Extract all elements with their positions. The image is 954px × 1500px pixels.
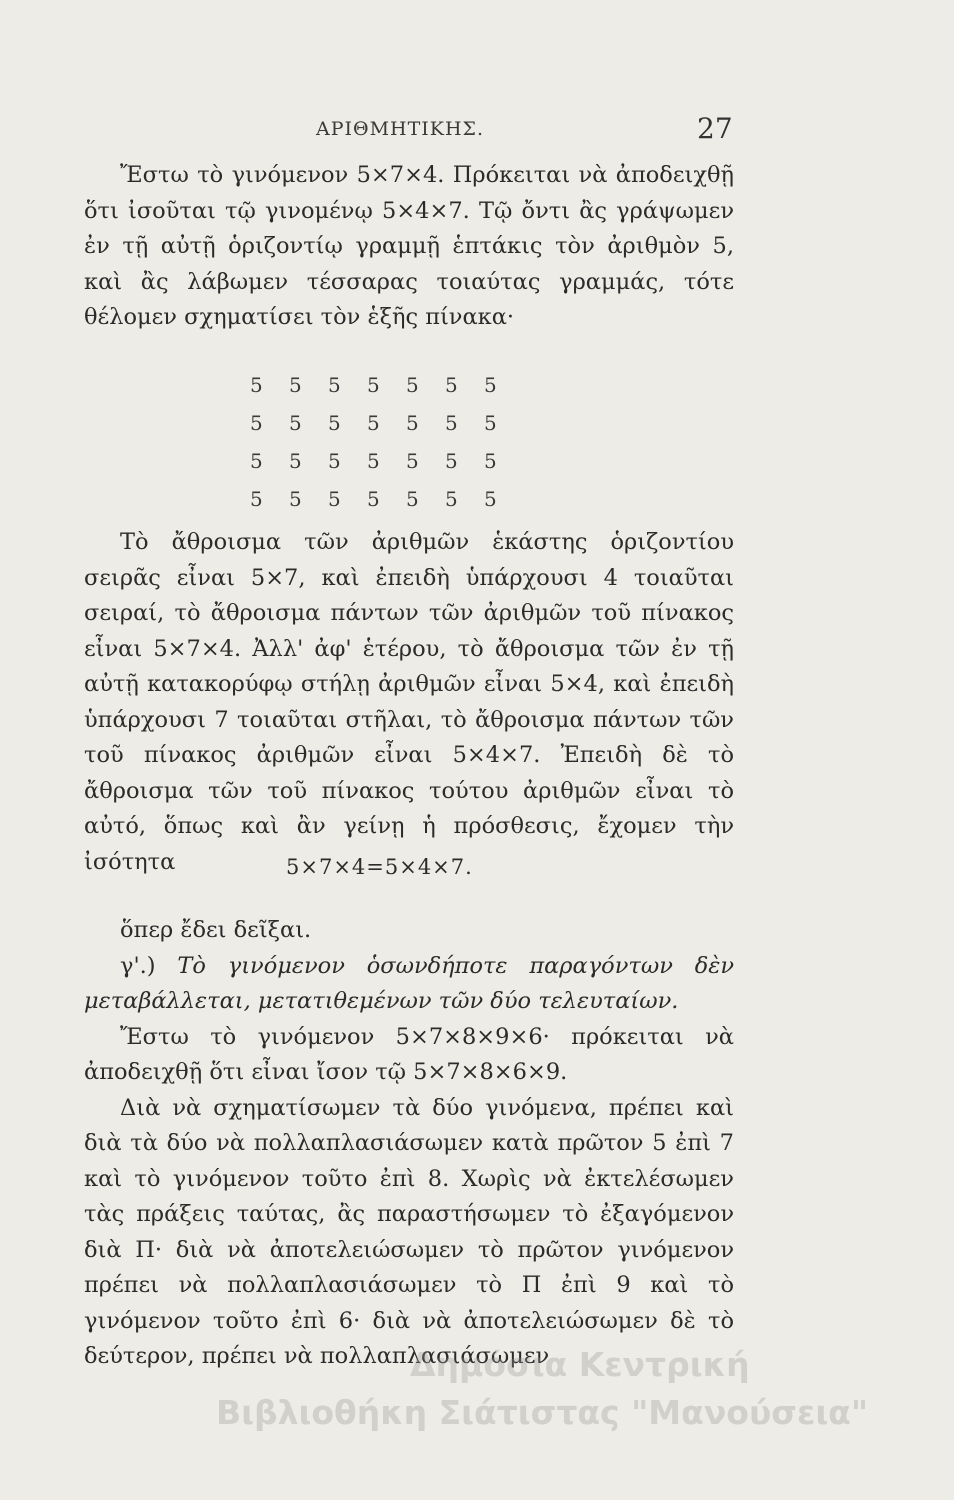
library-watermark-line1: Δημόσια Κεντρική (410, 1345, 750, 1384)
table-cell: 5 (445, 487, 458, 511)
table-cell: 5 (445, 373, 458, 397)
table-cell: 5 (250, 487, 263, 511)
table-cell: 5 (406, 373, 419, 397)
table-cell: 5 (367, 411, 380, 435)
fives-table-body (250, 366, 523, 518)
table-cell: 5 (445, 449, 458, 473)
table-cell: 5 (406, 411, 419, 435)
table-cell: 5 (445, 411, 458, 435)
paragraph-proof (84, 525, 734, 880)
paragraph-proof-text: Τὸ ἄθροισμα τῶν ἀριθμῶν ἑκάστης ὁριζοντίου σειρᾶς εἶναι 5×7, καὶ ἐπειδὴ ὑπάρχουσι 4 τοιαῦται σειραί, τὸ ἄθροισμα πάντων τῶν ἀριθμῶν τοῦ πίνακος εἶναι 5×7×4. Ἀλλ' ἀφ' ἑτέρου, τὸ ἄθροισμα τῶν ἐν τῇ αὐτῇ κατακορύφῳ στήλῃ ἀριθμῶν εἶναι 5×4, καὶ ἐπειδὴ ὑπάρχουσι 7 τοιαῦται στῆλαι, τὸ ἄθροισμα πάντων τῶν τοῦ πίνακος ἀριθμῶν εἶναι 5×4×7. Ἐπειδὴ δὲ τὸ ἄθροισμα τῶν τοῦ πίνακος τούτου ἀριθμῶν εἶναι τὸ αὐτό, ὅπως καὶ ἂν γείνῃ ἡ πρόσθεσις, ἔχομεν τὴν ἰσότητα (84, 529, 734, 875)
table-cell: 5 (484, 449, 497, 473)
table-cell: 5 (289, 373, 302, 397)
table-cell: 5 (289, 487, 302, 511)
paragraph-intro-text: Ἔστω τὸ γινόμενον 5×7×4. Πρόκειται νὰ ἀποδειχθῇ ὅτι ἰσοῦται τῷ γινομένῳ 5×4×7. Τῷ ὄντι ἂς γράψωμεν ἐν τῇ αὐτῇ ὁριζοντίῳ γραμμῇ ἑπτάκις τὸν ἀριθμὸν 5, καὶ ἂς λάβωμεν τέσσαρας τοιαύτας γραμμάς, τότε θέλομεν σχηματίσει τὸν ἑξῆς πίνακα· (84, 162, 734, 330)
table-row (250, 442, 523, 480)
table-cell: 5 (484, 373, 497, 397)
table-cell: 5 (328, 373, 341, 397)
rule-text: Τὸ γινόμενον ὁσωνδήποτε παραγόντων δὲν μεταβάλλεται, μετατιθεμένων τῶν δύο τελευταίων. (84, 952, 734, 1014)
table-cell: 5 (367, 487, 380, 511)
table-cell: 5 (250, 411, 263, 435)
table-cell: 5 (484, 487, 497, 511)
equation: 5×7×4=5×4×7. (286, 855, 473, 879)
table-cell: 5 (406, 449, 419, 473)
table-cell: 5 (250, 373, 263, 397)
table-cell: 5 (484, 411, 497, 435)
table-cell: 5 (328, 411, 341, 435)
table-row (250, 480, 523, 518)
table-cell: 5 (289, 411, 302, 435)
table-cell: 5 (406, 487, 419, 511)
table-row (250, 366, 523, 404)
paragraph-rest (84, 913, 734, 1375)
library-watermark-line2: Βιβλιοθήκη Σιάτιστας "Μανούσεια" (216, 1393, 869, 1432)
table-cell: 5 (289, 449, 302, 473)
table-row (250, 404, 523, 442)
rule-statement (84, 949, 734, 1020)
table-cell: 5 (328, 487, 341, 511)
table-cell: 5 (328, 449, 341, 473)
table-cell: 5 (250, 449, 263, 473)
table-cell: 5 (367, 449, 380, 473)
table-cell: 5 (367, 373, 380, 397)
page-number: 27 (697, 112, 733, 145)
fives-table (250, 366, 523, 518)
paragraph-example: Ἔστω τὸ γινόμενον 5×7×8×9×6· πρόκειται νὰ ἀποδειχθῇ ὅτι εἶναι ἴσον τῷ 5×7×8×6×9. (84, 1023, 734, 1085)
paragraph-method: Διὰ νὰ σχηματίσωμεν τὰ δύο γινόμενα, πρέπει καὶ διὰ τὰ δύο νὰ πολλαπλασιάσωμεν κατὰ πρῶτον 5 ἐπὶ 7 καὶ τὸ γινόμενον τοῦτο ἐπὶ 8. Χωρὶς νὰ ἐκτελέσωμεν τὰς πράξεις ταύτας, ἂς παραστήσωμεν τὸ ἐξαγόμενον διὰ Π· διὰ νὰ ἀποτελειώσωμεν τὸ πρῶτον γινόμενον πρέπει νὰ πολλαπλασιάσωμεν τὸ Π ἐπὶ 9 καὶ τὸ γινόμενον τοῦτο ἐπὶ 6· διὰ νὰ ἀποτελειώσωμεν δὲ τὸ δεύτερον, πρέπει νὰ πολλαπλασιάσωμεν (84, 1094, 734, 1369)
qed-line: ὅπερ ἔδει δεῖξαι. (120, 917, 312, 943)
paragraph-intro (84, 158, 734, 336)
rule-label: γ'.) (120, 952, 156, 979)
running-head: ΑΡΙΘΜΗΤΙΚΗΣ. (316, 118, 485, 140)
